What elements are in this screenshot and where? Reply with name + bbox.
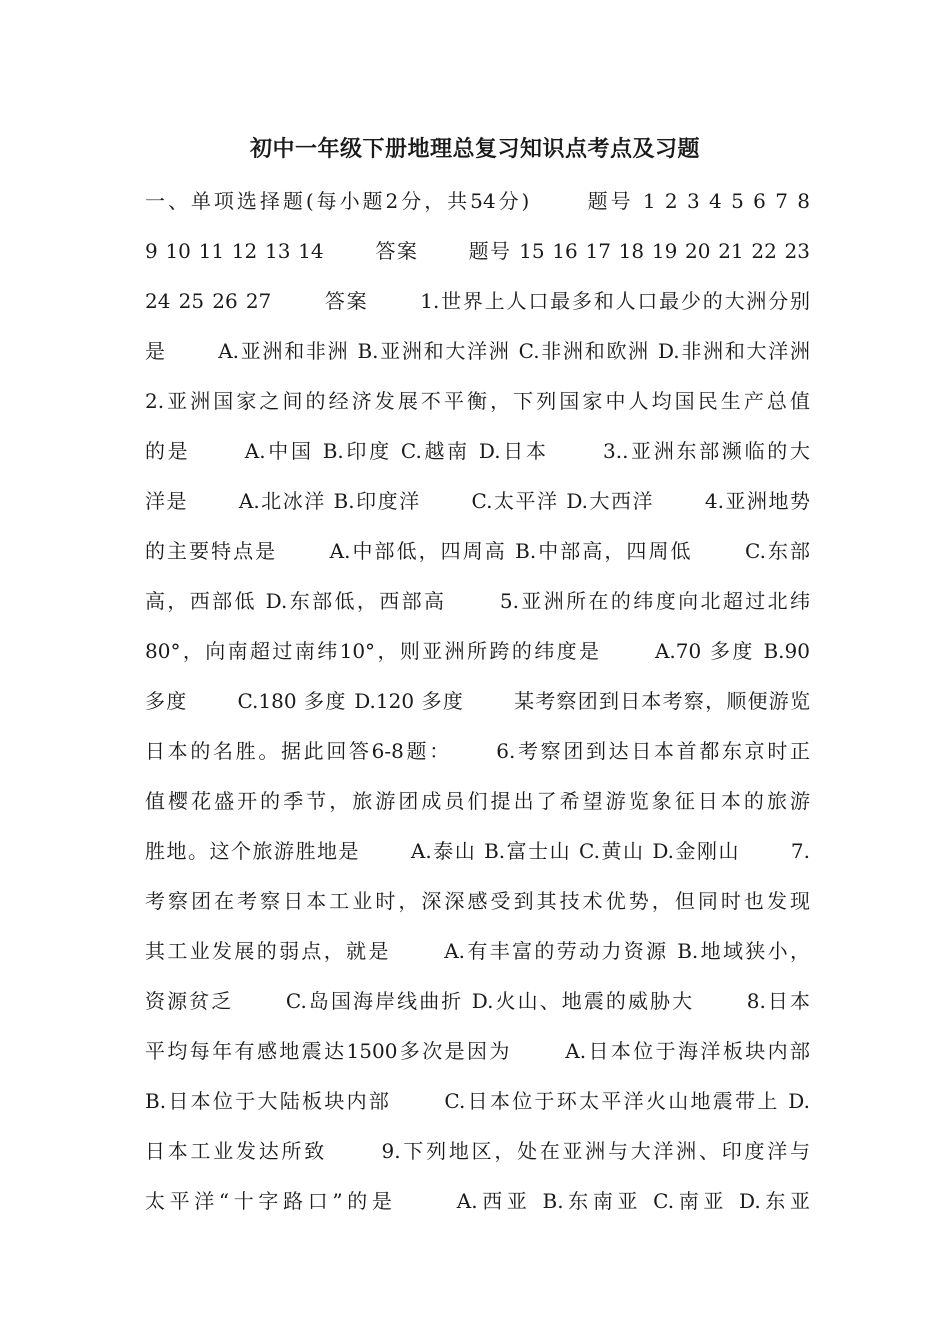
text-line: 9 10 11 12 13 14 答案 题号 15 16 17 18 19 20 21 22 23 [145,239,810,263]
text-line: 80°，向南超过南纬10°，则亚洲所跨的纬度是 A.70 多度 B.90 [145,639,810,663]
text-line: 胜地。这个旅游胜地是 A.泰山 B.富士山 C.黄山 D.金刚山 7. [145,839,810,863]
text-line: 日本的名胜。据此回答6-8题： 6.考察团到达日本首都东京时正 [145,739,810,763]
text-line: 洋是 A.北冰洋 B.印度洋 C.太平洋 D.大西洋 4.亚洲地势 [145,489,810,513]
text-line: 2.亚洲国家之间的经济发展不平衡，下列国家中人均国民生产总值 [145,389,810,413]
text-line: 多度 C.180 多度 D.120 多度 某考察团到日本考察，顺便游览 [145,689,810,713]
text-line: 24 25 26 27 答案 1.世界上人口最多和人口最少的大洲分别 [145,289,810,313]
text-line: 是 A.亚洲和非洲 B.亚洲和大洋洲 C.非洲和欧洲 D.非洲和大洋洲 [145,339,810,363]
text-line: 一、单项选择题(每小题2分，共54分) 题号 1 2 3 4 5 6 7 8 [145,189,810,213]
text-line: 考察团在考察日本工业时，深深感受到其技术优势，但同时也发现 [145,889,810,913]
document-title: 初中一年级下册地理总复习知识点考点及习题 [249,137,700,162]
text-line: 平均每年有感地震达1500多次是因为 A.日本位于海洋板块内部 [145,1039,810,1063]
text-line: 的是 A.中国 B.印度 C.越南 D.日本 3..亚洲东部濒临的大 [145,439,810,463]
text-line: 资源贫乏 C.岛国海岸线曲折 D.火山、地震的威胁大 8.日本 [145,989,810,1013]
text-line: 值樱花盛开的季节，旅游团成员们提出了希望游览象征日本的旅游 [145,789,810,813]
text-line: 的主要特点是 A.中部低，四周高 B.中部高，四周低 C.东部 [145,539,810,563]
text-line: 太平洋“十字路口”的是 A.西亚 B.东南亚 C.南亚 D.东亚 [145,1189,810,1213]
text-line: 日本工业发达所致 9.下列地区，处在亚洲与大洋洲、印度洋与 [145,1139,810,1163]
text-line: B.日本位于大陆板块内部 C.日本位于环太平洋火山地震带上 D. [145,1089,810,1113]
text-line: 其工业发展的弱点，就是 A.有丰富的劳动力资源 B.地域狭小， [145,939,810,963]
text-line: 高，西部低 D.东部低，西部高 5.亚洲所在的纬度向北超过北纬 [145,589,810,613]
